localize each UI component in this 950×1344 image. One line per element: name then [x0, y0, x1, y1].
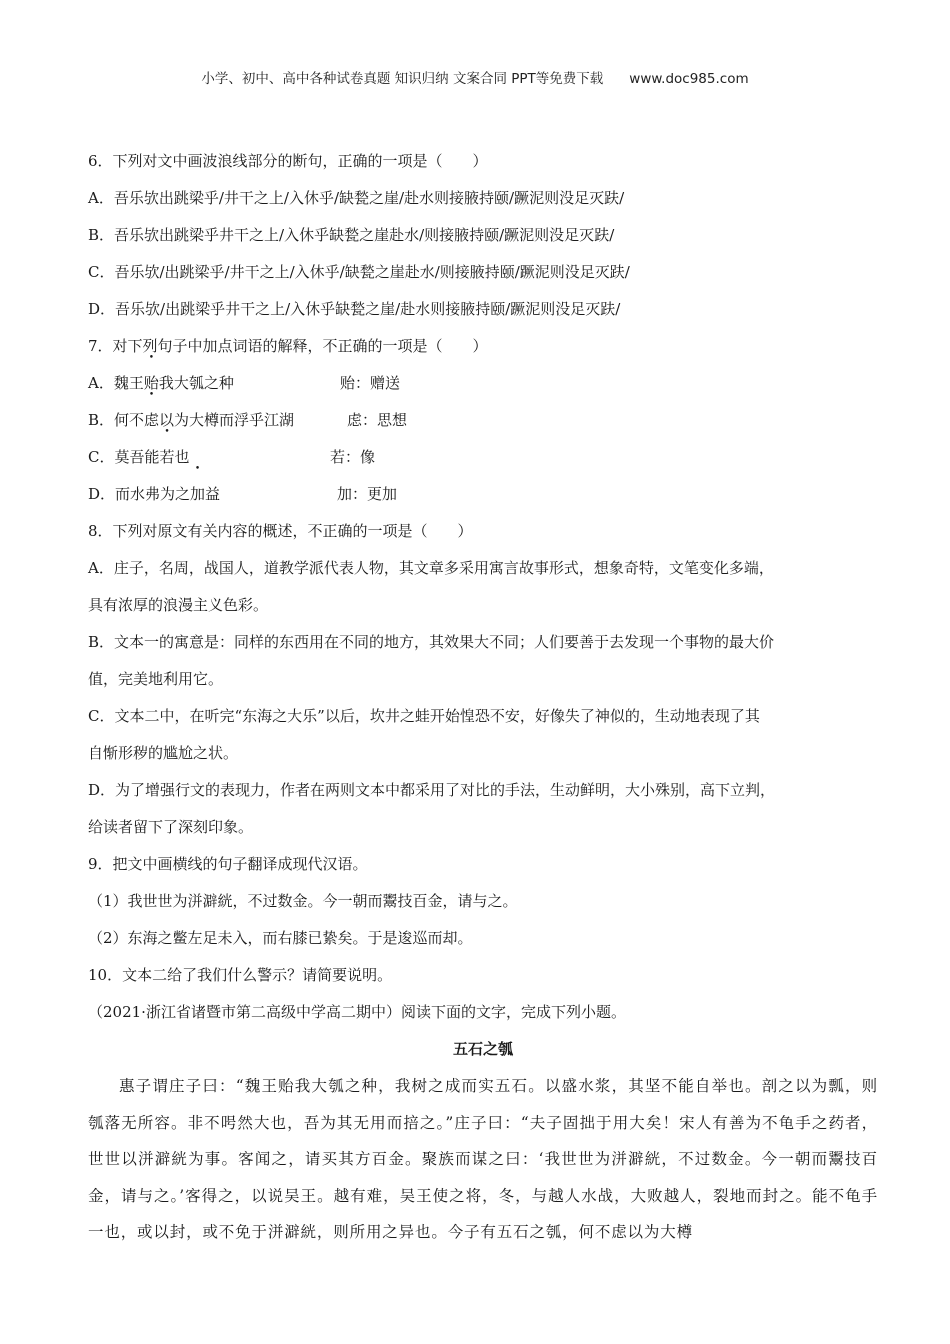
q8-line: A．庄子，名周，战国人，道教学派代表人物，其文章多采用寓言故事形式，想象奇特，文笔变化多端， [88, 559, 774, 577]
q8-line: 给读者留下了深刻印象。 [88, 818, 254, 836]
source-note: （2021·浙江省诸暨市第二高级中学高二期中）阅读下面的文字，完成下列小题。 [88, 1003, 626, 1021]
dotted-word: 虑 [144, 411, 160, 429]
q8-line: D．为了增强行文的表现力，作者在两则文本中都采用了对比的手法，生动鲜明，大小殊别，高下立判， [88, 781, 776, 799]
q6-option-d: D．吾乐欤/出跳梁乎井干之上/入休乎缺甃之崖/赴水则接腋持颐/蹶泥则没足灭趺/ [88, 300, 621, 318]
q6-option-c: C．吾乐欤/出跳梁乎/井干之上/入休乎/缺甃之崖赴水/则接腋持颐/蹶泥则没足灭趺/ [88, 263, 630, 281]
dotted-word: 贻 [143, 374, 159, 392]
passage-title: 五石之瓠 [452, 1040, 513, 1058]
header-text: 小学、初中、高中各种试卷真题 知识归纳 文案合同 PPT等免费下载 [201, 71, 604, 87]
page-header [0, 67, 950, 87]
q9-item-1: （1）我世世为洴澼絖，不过数金。今一朝而鬻技百金，请与之。 [88, 892, 518, 910]
q8-line: 值，完美地利用它。 [88, 670, 224, 688]
q7-c-pre: C．莫吾能 [88, 448, 160, 466]
header-url[interactable]: www.doc985.com [629, 71, 749, 87]
dotted-word: 若 [159, 448, 175, 466]
q9-stem: 9．把文中画横线的句子翻译成现代汉语。 [88, 855, 368, 873]
q10-stem: 10．文本二给了我们什么警示？请简要说明。 [88, 966, 393, 984]
q7-a-gloss: 贻：赠送 [340, 374, 401, 392]
document-body [88, 143, 878, 1251]
q7-d-gloss: 加：更加 [337, 485, 398, 503]
q7-a-pre: A．魏王 [88, 374, 144, 392]
q7-b-post: 以为大樽而浮乎江湖 [159, 411, 295, 429]
q7-d-pre: D．而水弗为之 [88, 485, 191, 503]
q8-line: C．文本二中，在听完“东海之大乐”以后，坎井之蛙开始惶恐不安，好像失了神似的，生动地表现了其 [88, 707, 760, 725]
q8-line: B．文本一的寓意是：同样的东西用在不同的地方，其效果大不同；人们要善于去发现一个事物的最大价 [88, 633, 775, 651]
passage-body: 惠子谓庄子曰：“魏王贻我大瓠之种，我树之成而实五石。以盛水浆，其坚不能自举也。剖之以为瓢，则瓠落无所容。非不呺然大也，吾为其无用而掊之。”庄子曰：“夫子固拙于用大矣！宋人有善为不龟手之药者，世世以洴澼絖为事。客闻之，请买其方百金。聚族而谋之曰：‘我世世为洴澼絖，不过数金。今一朝而鬻技百金，请与之。’客得之，以说吴王。越有难，吴王使之将，冬，与越人水战，大败越人，裂地而封之。能不龟手一也，或以封，或不免于洴澼絖，则所用之异也。今子有五石之瓠，何不虑以为大樽 [88, 1077, 878, 1241]
q7-option-b [88, 402, 878, 439]
q8-stem: 8．下列对原文有关内容的概述，不正确的一项是（ ） [88, 522, 473, 540]
q6-option-a: A．吾乐欤出跳梁乎/井干之上/入休乎/缺甃之崖/赴水则接腋持颐/蹶泥则没足灭趺/ [88, 189, 625, 207]
q7-option-d [88, 476, 878, 513]
dotted-word: 加 [190, 485, 206, 503]
q7-c-gloss: 若：像 [330, 448, 376, 466]
q7-b-gloss: 虑：思想 [347, 411, 408, 429]
q6-option-b: B．吾乐欤出跳梁乎井干之上/入休乎缺甃之崖赴水/则接腋持颐/蹶泥则没足灭趺/ [88, 226, 615, 244]
q7-b-pre: B．何不 [88, 411, 145, 429]
q7-a-post: 我大瓠之种 [158, 374, 234, 392]
q7-option-c [88, 439, 878, 476]
q9-item-2: （2）东海之鳖左足未入，而右膝已絷矣。于是逡巡而却。 [88, 929, 473, 947]
q8-line: 具有浓厚的浪漫主义色彩。 [88, 596, 269, 614]
q6-stem: 6．下列对文中画波浪线部分的断句，正确的一项是（ ） [88, 152, 488, 170]
q7-c-post: 也 [174, 448, 190, 466]
q8-line: 自惭形秽的尴尬之状。 [88, 744, 239, 762]
q7-stem: 7．对下列句子中加点词语的解释，不正确的一项是（ ） [88, 337, 488, 355]
q7-option-a [88, 365, 878, 402]
q7-d-post: 益 [205, 485, 221, 503]
